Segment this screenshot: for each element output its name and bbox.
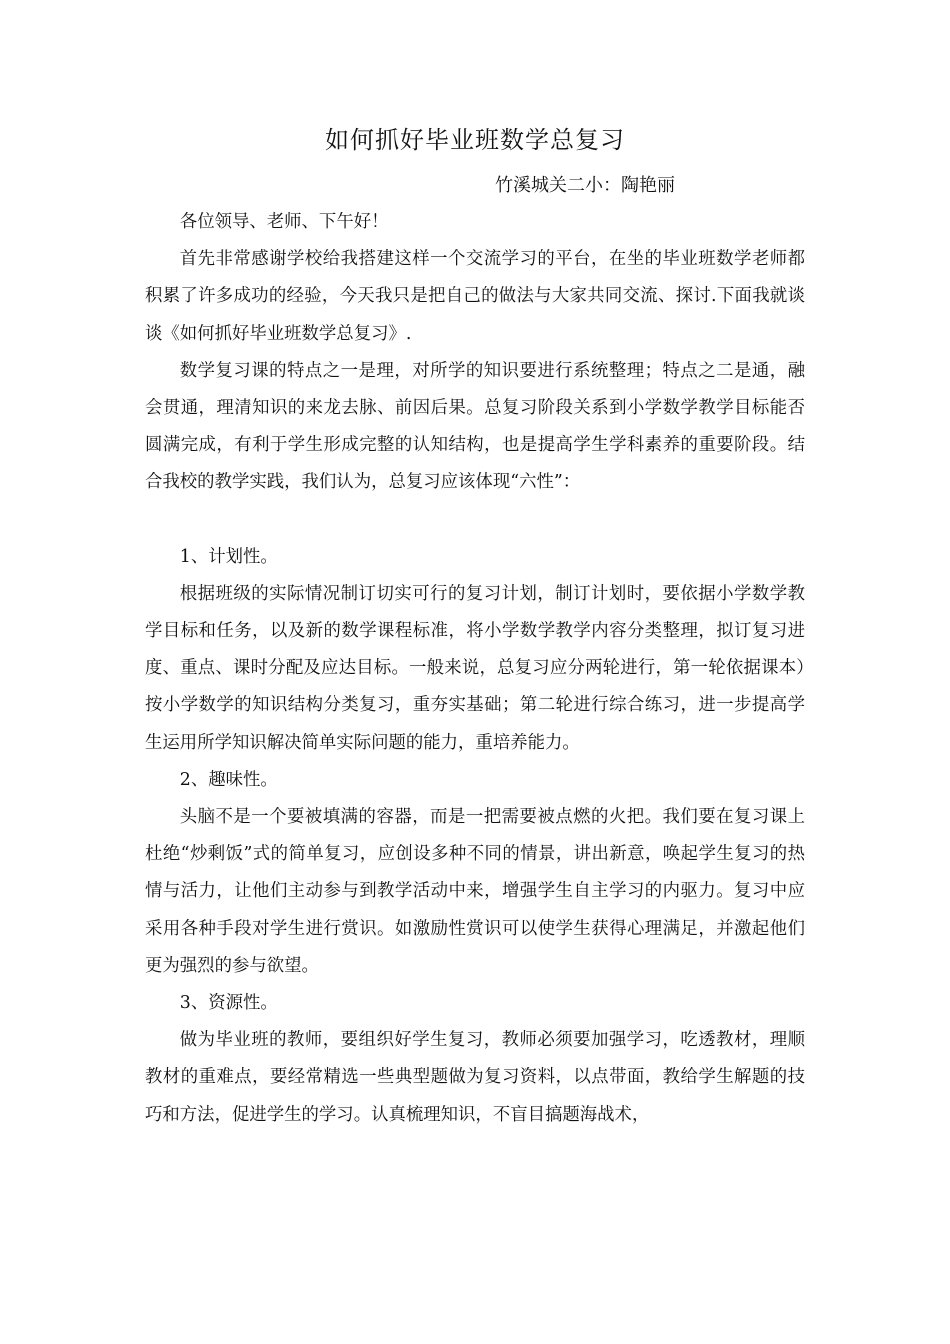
features-intro-paragraph: 数学复习课的特点之一是理，对所学的知识要进行系统整理；特点之二是通，融会贯通，理清知识的来龙去脉、前因后果。总复习阶段关系到小学数学教学目标能否圆满完成，有利于学生形成完整的认知结构，也是提高学生学科素养的重要阶段。结合我校的教学实践，我们认为，总复习应该体现“六性”： [145, 360, 805, 493]
author-line: 竹溪城关二小：陶艳丽 [495, 175, 675, 196]
spacer [145, 502, 805, 539]
section-heading-resources: 3、资源性。 [179, 993, 278, 1014]
greeting-paragraph: 各位领导、老师、下午好！ [179, 212, 389, 232]
section-body-interest: 头脑不是一个要被填满的容器，而是一把需要被点燃的火把。我们要在复习课上杜绝“炒剩饭”式的简单复习，应创设多种不同的情景，讲出新意，唤起学生复习的热情与活力，让他们主动参与到教学活动中来，增强学生自主学习的内驱力。复习中应采用各种手段对学生进行赏识。如激励性赏识可以使学生获得心理满足，并激起他们更为强烈的参与欲望。 [145, 807, 805, 976]
section-body-planning: 根据班级的实际情况制订切实可行的复习计划，制订计划时，要依据小学数学教学目标和任务，以及新的数学课程标准，将小学数学教学内容分类整理，拟订复习进度、重点、课时分配及应达目标。一般来说，总复习应分两轮进行，第一轮依据课本）按小学数学的知识结构分类复习，重夯实基础；第二轮进行综合练习，进一步提高学生运用所学知识解决简单实际问题的能力，重培养能力。 [145, 583, 805, 753]
intro-paragraph: 首先非常感谢学校给我搭建这样一个交流学习的平台，在坐的毕业班数学老师都积累了许多成功的经验，今天我只是把自己的做法与大家共同交流、探讨.下面我就谈谈《如何抓好毕业班数学总复习》. [145, 249, 805, 344]
section-heading-interest: 2、趣味性。 [179, 769, 278, 790]
document-title: 如何抓好毕业班数学总复习 [325, 126, 625, 154]
section-heading-planning: 1、计划性。 [179, 546, 278, 567]
section-body-resources: 做为毕业班的教师，要组织好学生复习，教师必须要加强学习，吃透教材，理顺教材的重难点，要经常精选一些典型题做为复习资料，以点带面，教给学生解题的技巧和方法，促进学生的学习。认真梳理知识，不盲目搞题海战术， [145, 1030, 805, 1125]
document-page [145, 120, 805, 1134]
